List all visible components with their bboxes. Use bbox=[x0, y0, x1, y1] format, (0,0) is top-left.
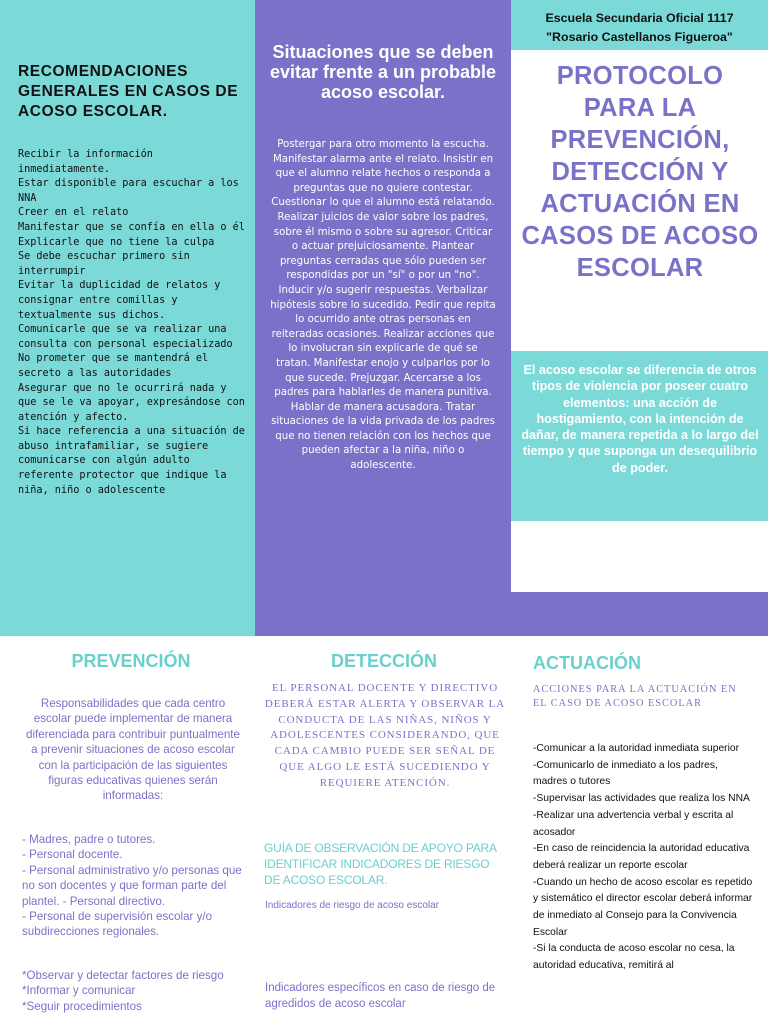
list-item: Explicarle que no tiene la culpa bbox=[18, 236, 215, 248]
list-item: -Realizar una advertencia verbal y escrita al acosador bbox=[533, 809, 734, 838]
actuacion-subtitle: ACCIONES PARA LA ACTUACIÓN EN EL CASO DE ACOSO ESCOLAR bbox=[533, 684, 737, 709]
deteccion-title: DETECCIÓN bbox=[330, 651, 437, 671]
acoso-definition: El acoso escolar se diferencia de otros tipos de violencia por poseer cuatro elementos: una acción de hostigamiento, con la intención de dañar, de manera repetida a lo largo del tiempo y que suponga un desequilibrio de poder. bbox=[521, 363, 759, 475]
prevencion-title: PREVENCIÓN bbox=[71, 651, 191, 671]
list-item: Evitar la duplicidad de relatos y consignar entre comillas y textualmente sus dichos. bbox=[18, 280, 221, 321]
specific-indicators-label: Indicadores específicos en caso de riesgo de agredidos de acoso escolar bbox=[265, 982, 496, 1010]
list-item: Asegurar que no le ocurrirá nada y que se le va apoyar, expresándose con atención y afecto. bbox=[18, 382, 245, 423]
list-item: *Informar y comunicar bbox=[22, 984, 136, 998]
list-item: - Personal administrativo y/o personas que no son docentes y que forman parte del plantel. - Personal directivo. bbox=[22, 863, 242, 908]
list-item: - Personal de supervisión escolar y/o subdirecciones regionales. bbox=[22, 910, 213, 939]
list-item: Si hace referencia a una situación de abuso intrafamiliar, se sugiere comunicarse con algún adulto referente protector que indique la niña, niño o adolescente bbox=[18, 426, 245, 496]
list-item: -Cuando un hecho de acoso escolar es repetido y sistemático el director escolar deberá informar de inmediato al Consejo para la Convivencia Escolar bbox=[533, 876, 753, 938]
cover-bottom-strip bbox=[511, 592, 768, 636]
school-header bbox=[511, 9, 768, 47]
prevencion-body: Responsabilidades que cada centro escolar puede implementar de manera diferenciada para contribuir puntualmente a prevenir situaciones de acoso escolar con la participación de las siguientes figuras educativas quienes serán informadas: bbox=[26, 697, 240, 803]
list-item: Creer en el relato bbox=[18, 207, 129, 219]
list-item: No prometer que se mantendrá el secreto a las autoridades bbox=[18, 353, 209, 379]
list-item: Se debe escuchar primero sin interrumpir bbox=[18, 251, 190, 277]
list-item: Comunicarle que se va realizar una consulta con personal especializado bbox=[18, 324, 233, 350]
recommendations-list bbox=[18, 148, 246, 498]
list-item: Manifestar que se confía en ella o él bbox=[18, 221, 245, 233]
avoid-situations-title: Situaciones que se deben evitar frente a un probable acoso escolar. bbox=[269, 42, 497, 102]
prevencion-figures-list bbox=[22, 832, 250, 940]
protocol-title: PROTOCOLO PARA LA PREVENCIÓN, DETECCIÓN Y ACTUACIÓN EN CASOS DE ACOSO ESCOLAR bbox=[521, 62, 759, 282]
risk-indicators-label: Indicadores de riesgo de acoso escolar bbox=[265, 900, 439, 911]
deteccion-body: EL PERSONAL DOCENTE Y DIRECTIVO DEBERÁ ESTAR ALERTA Y OBSERVAR LA CONDUCTA DE LAS NIÑAS, NIÑOS Y ADOLESCENTES CONSIDERANDO, QUE CADA CAMBIO PUEDE SER SEÑAL DE QUE ALGO LE ESTÁ SUCEDIENDO Y REQUIERE ATENCIÓN. bbox=[264, 682, 506, 789]
list-item: -Comunicar a la autoridad inmediata superior bbox=[533, 743, 740, 754]
recommendations-title: RECOMENDACIONES GENERALES EN CASOS DE ACOSO ESCOLAR. bbox=[18, 63, 239, 120]
list-item: Recibir la información inmediatamente. bbox=[18, 149, 153, 175]
list-item: -Supervisar las actividades que realiza los NNA bbox=[533, 793, 750, 805]
list-item: - Madres, padre o tutores. bbox=[22, 833, 156, 846]
list-item: *Seguir procedimientos bbox=[22, 999, 142, 1013]
avoid-situations-body: Postergar para otro momento la escucha. Manifestar alarma ante el relato. Insistir en que el alumno relate hechos o responda a preguntas que no quiere contestar. Cuestionar lo que el alumno está relatando. Realizar juicios de valor sobre los padres, sobre él mismo o sobre su agresor. Criticar o actuar prejuiciosamente. Plantear preguntas cerradas que sólo pueden ser respondidas por un "sí" o por un "no". Inducir y/o sugerir respuestas. Verbalizar hipótesis sobre lo sucedido. Pedir que repita lo ocurrido ante otras personas en reiteradas ocasiones. Realizar acciones que lo involucran sin explicarle de qué se tratan. Manifestar enojo y culparlos por lo que sucede. Prejuzgar. Acercarse a los padres para hablarles de manera punitiva. Hablar de manera acusadora. Tratar situaciones de la vida privada de los padres que no tienen relación con los hechos que pueden afectar a la niña, niño o adolescente. bbox=[270, 139, 496, 472]
list-item: *Observar y detectar factores de riesgo bbox=[22, 969, 224, 982]
list-item: -Si la conducta de acoso escolar no cesa, la autoridad educativa, remitirá al bbox=[533, 943, 735, 972]
actuacion-title: ACTUACIÓN bbox=[533, 653, 641, 673]
prevencion-actions-list bbox=[22, 968, 250, 1014]
school-subtitle: "Rosario Castellanos Figueroa" bbox=[546, 30, 733, 44]
observation-guide-link[interactable]: GUÍA DE OBSERVACIÓN DE APOYO PARA IDENTIFICAR INDICADORES DE RIESGO DE ACOSO ESCOLAR. bbox=[264, 841, 497, 887]
list-item: Estar disponible para escuchar a los NNA bbox=[18, 178, 239, 204]
school-name: Escuela Secundaria Oficial 1117 bbox=[545, 11, 734, 25]
list-item: -En caso de reincidencia la autoridad educativa deberá realizar un reporte escolar bbox=[533, 843, 750, 871]
list-item: -Comunicarlo de inmediato a los padres, madres o tutores bbox=[533, 759, 718, 788]
list-item: - Personal docente. bbox=[22, 848, 123, 862]
actuacion-actions-list bbox=[533, 741, 755, 975]
